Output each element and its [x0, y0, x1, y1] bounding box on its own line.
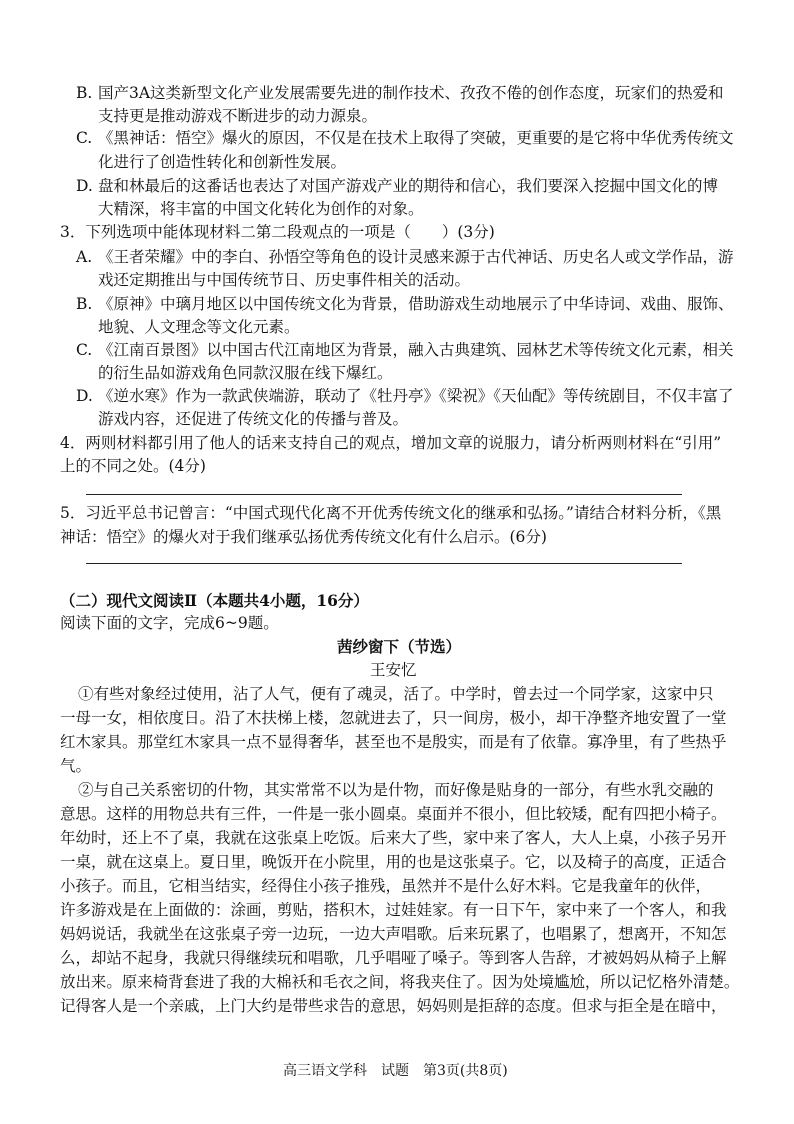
q3-option-b-line1: 《原神》中璃月地区以中国传统文化为背景，借助游戏生动地展示了中华诗词、戏曲、服饰、: [98, 295, 734, 313]
passage-author: 王安忆: [370, 661, 417, 679]
q3-option-c-label: C.: [76, 341, 93, 359]
passage-line: 意思。这样的用物总共有三件，一件是一张小圆桌。桌面并不很小，但比较矮，配有四把小椅子。: [60, 805, 727, 823]
q2-option-d-line2: 大精深，将丰富的中国文化转化为创作的对象。: [98, 200, 424, 218]
passage-line: 一母一女，相依度日。沿了木扶梯上楼，忽就进去了，只一间房，极小，却干净整齐地安置了一堂: [60, 709, 727, 727]
q3-option-c-line1: 《江南百景图》以中国古代江南地区为背景，融入古典建筑、园林艺术等传统文化元素，相关: [98, 341, 734, 359]
passage-line: 么，却站不起身，我就只得继续玩和唱歌，几乎唱哑了嗓子。等到客人告辞，才被妈妈从椅子上解: [60, 949, 727, 967]
section-instruction: 阅读下面的文字，完成6~9题。: [60, 614, 279, 632]
q3-option-a-line1: 《王者荣耀》中的李白、孙悟空等角色的设计灵感来源于古代神话、历史名人或文学作品，游: [98, 248, 734, 266]
q5-line1: 5．习近平总书记曾言：“中国式现代化离不开优秀传统文化的继承和弘扬。”请结合材料分析，《黑: [60, 504, 722, 522]
q2-option-b-line1: 国产3A这类新型文化产业发展需要先进的制作技术、孜孜不倦的创作态度，玩家们的热爱和: [98, 84, 724, 102]
passage-line: 红木家具。那堂红木家具一点不显得奢华，甚至也不是殷实，而是有了依靠。寡净里，有了些热乎: [60, 733, 727, 751]
q3-stem: 3．下列选项中能体现材料二第二段观点的一项是（ ）(3分): [60, 223, 495, 241]
q2-option-d-line1: 盘和林最后的这番话也表达了对国产游戏产业的期待和信心，我们要深入挖掘中国文化的博: [98, 177, 719, 195]
passage-line: ①有些对象经过使用，沾了人气，便有了魂灵，活了。中学时，曾去过一个同学家，这家中只: [78, 685, 714, 703]
passage-line: 许多游戏是在上面做的：涂画，剪贴，搭积木，过娃娃家。有一日下午，家中来了一个客人，和我: [60, 901, 727, 919]
q3-option-c-line2: 的衍生品如游戏角色同款汉服在线下爆红。: [98, 364, 393, 382]
q2-option-c-line2: 化进行了创造性转化和创新性发展。: [98, 153, 347, 171]
passage-line: 记得客人是一个亲戚，上门大约是带些求告的意思，妈妈则是拒辞的态度。但求与拒全是在暗中，: [60, 997, 727, 1015]
q3-option-d-label: D.: [76, 387, 93, 405]
q4-answer-line[interactable]: [86, 494, 682, 495]
passage-title: 茜纱窗下（节选）: [337, 637, 462, 656]
q2-option-b-line2: 支持更是推动游戏不断进步的动力源泉。: [98, 107, 378, 125]
passage-line: 小孩子。而且，它相当结实，经得住小孩子推残，虽然并不是什么好木料。它是我童年的伙伴，: [60, 877, 712, 895]
q5-answer-line[interactable]: [86, 563, 682, 564]
q3-option-b-label: B.: [76, 295, 93, 313]
q3-option-a-line2: 戏还定期推出与中国传统节日、历史事件相关的活动。: [98, 271, 471, 289]
passage-line: 气。: [60, 757, 92, 775]
page-footer: 高三语文学科 试题 第3页(共8页): [283, 1063, 508, 1079]
q4-line2: 上的不同之处。(4分): [60, 457, 206, 475]
q2-option-c-line1: 《黑神话：悟空》爆火的原因，不仅是在技术上取得了突破，更重要的是它将中华优秀传统文: [98, 129, 734, 147]
passage-line: 妈妈说话，我就坐在这张桌子旁一边玩，一边大声唱歌。后来玩累了，也唱累了，想离开，不知怎: [60, 925, 727, 943]
q3-option-b-line2: 地貌、人文理念等文化元素。: [98, 318, 300, 336]
passage-line: ②与自己关系密切的什物，其实常常不以为是什物，而好像是贴身的一部分，有些水乳交融的: [78, 781, 714, 799]
q3-option-a-label: A.: [76, 248, 93, 266]
q4-line1: 4．两则材料都引用了他人的话来支持自己的观点，增加文章的说服力，请分析两则材料在“引用”: [60, 434, 722, 452]
q3-option-d-line1: 《逆水寒》作为一款武侠端游，联动了《牡丹亭》《梁祝》《天仙配》等传统剧目，不仅丰富了: [98, 387, 734, 405]
passage-line: 放出来。原来椅背套进了我的大棉袄和毛衣之间，将我夹住了。因为处境尴尬，所以记忆格外清楚。: [60, 973, 740, 991]
q2-option-c-label: C.: [76, 129, 93, 147]
section-heading: （二）现代文阅读Ⅱ（本题共4小题，16分）: [60, 591, 369, 610]
q2-option-d-label: D.: [76, 177, 93, 195]
passage-line: 一桌，就在这桌上。夏日里，晚饭开在小院里，用的也是这张桌子。它，以及椅子的高度，正适合: [60, 853, 727, 871]
q5-line2: 神话：悟空》的爆火对于我们继承弘扬优秀传统文化有什么启示。(6分): [60, 528, 547, 546]
q2-option-b-label: B.: [76, 84, 93, 102]
passage-line: 年幼时，还上不了桌，我就在这张桌上吃饭。后来大了些，家中来了客人，大人上桌，小孩子另开: [60, 829, 727, 847]
q3-option-d-line2: 游戏内容，还促进了传统文化的传播与普及。: [98, 410, 409, 428]
